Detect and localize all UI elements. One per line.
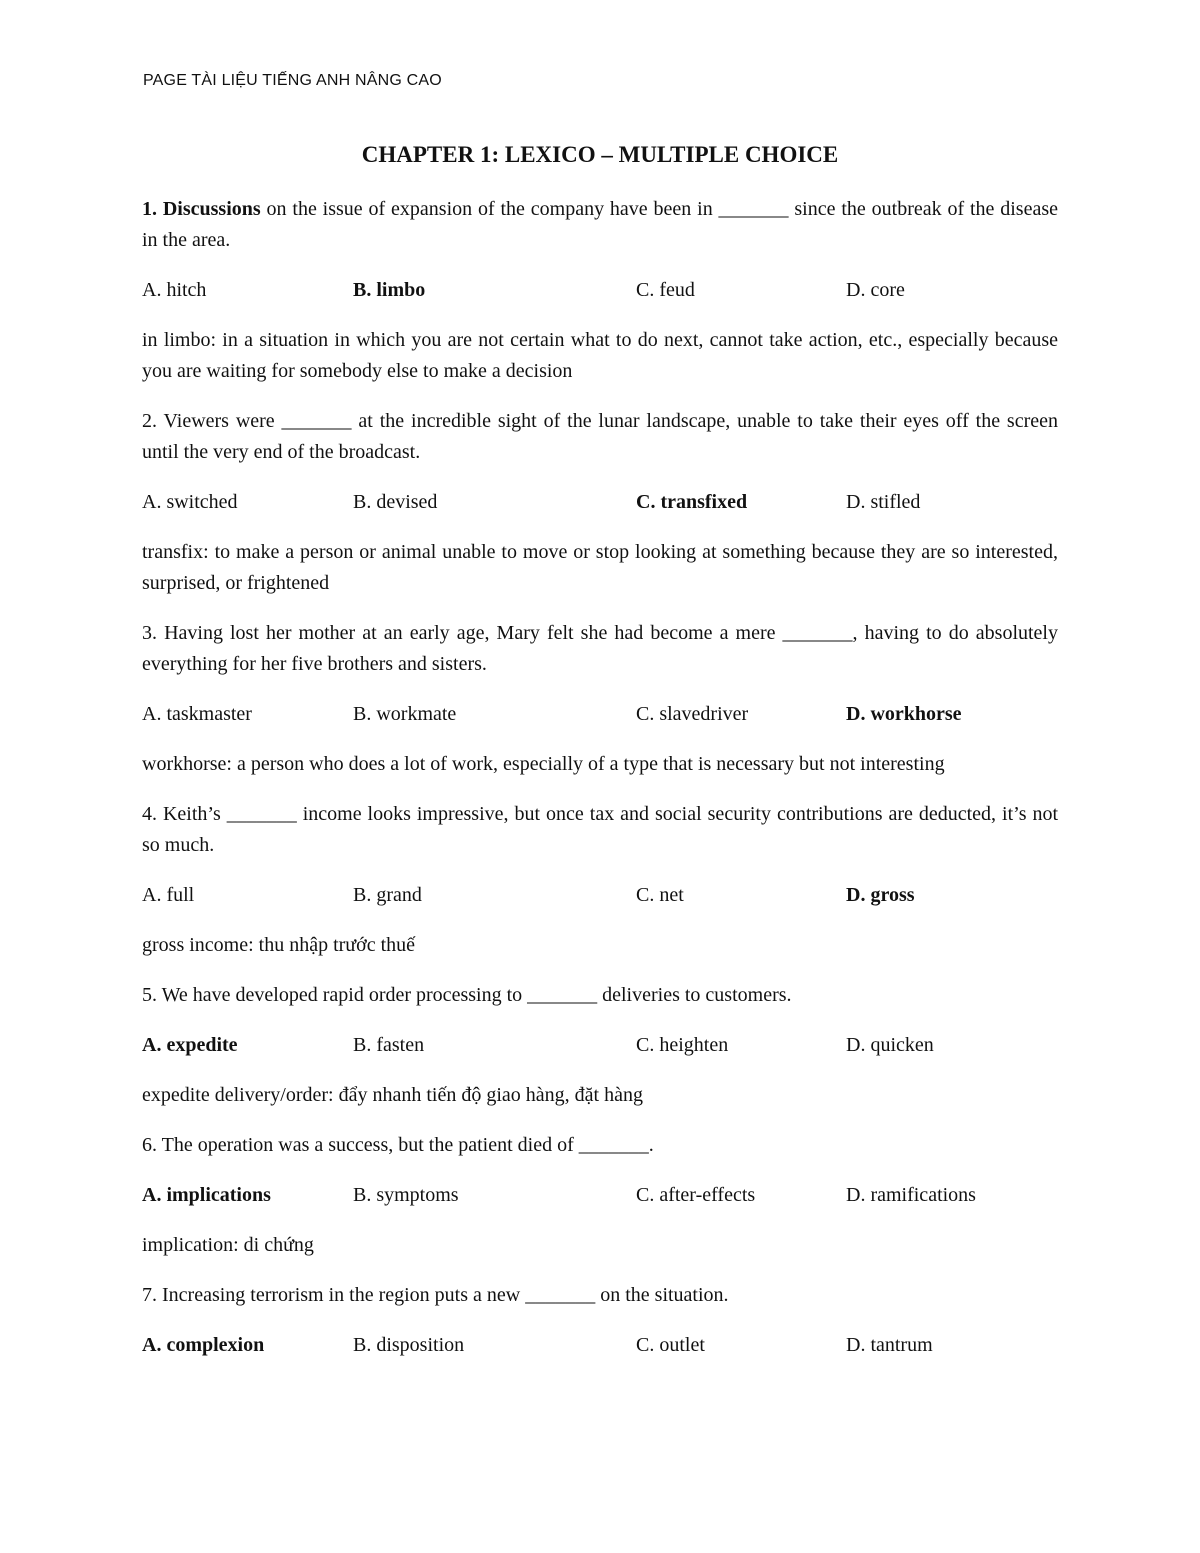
correct-answer-option: D. workhorse (846, 703, 962, 725)
answer-option: B. workmate (353, 703, 457, 725)
question-text (142, 194, 1058, 256)
question-list (142, 194, 1058, 1380)
answer-explanation: gross income: thu nhập trước thuế (142, 934, 416, 956)
answer-explanation: transfix: to make a person or animal unable to move or stop looking at something because they are so interested, surprised, or frightened (142, 541, 1058, 594)
answer-option: C. outlet (636, 1334, 705, 1356)
correct-answer-option: A. complexion (142, 1334, 265, 1356)
answer-options (142, 699, 1058, 730)
question-lead-word: Discussions (162, 198, 261, 220)
answer-option: B. devised (353, 491, 438, 513)
question-body: We have developed rapid order processing to _______ deliveries to customers. (161, 984, 792, 1006)
correct-answer-option: A. expedite (142, 1034, 238, 1056)
question-number: 5. (142, 984, 157, 1006)
question-body: on the issue of expansion of the company have been in _______ since the outbreak of the disease in the area. (142, 198, 1059, 251)
correct-answer-option: A. implications (142, 1184, 271, 1206)
answer-option: C. heighten (636, 1034, 729, 1056)
answer-option: D. quicken (846, 1034, 934, 1056)
answer-options (142, 1030, 1058, 1061)
page-header: PAGE TÀI LIỆU TIẾNG ANH NÂNG CAO (143, 72, 442, 89)
answer-explanation: in limbo: in a situation in which you are not certain what to do next, cannot take action, etc., especially because you are waiting for somebody else to make a decision (142, 329, 1058, 382)
question-body: Increasing terrorism in the region puts a new _______ on the situation. (162, 1284, 729, 1306)
answer-options (142, 275, 1058, 306)
question-text (142, 1280, 1058, 1311)
answer-option: D. stifled (846, 491, 921, 513)
question-body: Viewers were _______ at the incredible sight of the lunar landscape, unable to take their eyes off the screen until the very end of the broadcast. (142, 410, 1059, 463)
answer-option: B. grand (353, 884, 422, 906)
answer-option: A. switched (142, 491, 238, 513)
answer-explanation: expedite delivery/order: đẩy nhanh tiến độ giao hàng, đặt hàng (142, 1084, 643, 1106)
answer-options (142, 1330, 1058, 1361)
answer-option: D. tantrum (846, 1334, 933, 1356)
question-number: 2. (142, 410, 157, 432)
question-number: 4. (142, 803, 157, 825)
correct-answer-option: D. gross (846, 884, 915, 906)
chapter-title: CHAPTER 1: LEXICO – MULTIPLE CHOICE (361, 142, 839, 167)
question-number: 1. (142, 198, 157, 220)
question-text (142, 406, 1058, 468)
answer-option: A. hitch (142, 279, 207, 301)
correct-answer-option: C. transfixed (636, 491, 748, 513)
question-number: 7. (142, 1284, 157, 1306)
answer-option: C. after-effects (636, 1184, 756, 1206)
answer-option: A. taskmaster (142, 703, 252, 725)
answer-option: B. disposition (353, 1334, 465, 1356)
answer-option: B. symptoms (353, 1184, 459, 1206)
answer-explanation: workhorse: a person who does a lot of work, especially of a type that is necessary but not interesting (142, 753, 945, 775)
answer-option: C. feud (636, 279, 695, 301)
question-text (142, 799, 1058, 861)
question-text (142, 980, 1058, 1011)
question-body: Keith’s _______ income looks impressive, but once tax and social security contributions are deducted, it’s not so much. (142, 803, 1059, 856)
answer-options (142, 880, 1058, 911)
answer-option: C. slavedriver (636, 703, 749, 725)
answer-option: C. net (636, 884, 684, 906)
answer-option: D. core (846, 279, 905, 301)
question-text (142, 618, 1058, 680)
question-number: 6. (142, 1134, 157, 1156)
question-body: The operation was a success, but the patient died of _______. (161, 1134, 654, 1156)
answer-options (142, 487, 1058, 518)
answer-option: D. ramifications (846, 1184, 976, 1206)
answer-options (142, 1180, 1058, 1211)
question-body: Having lost her mother at an early age, Mary felt she had become a mere _______, having to do absolutely everything for her five brothers and sisters. (142, 622, 1058, 675)
answer-option: B. fasten (353, 1034, 425, 1056)
answer-option: A. full (142, 884, 195, 906)
question-number: 3. (142, 622, 157, 644)
correct-answer-option: B. limbo (353, 279, 426, 301)
answer-explanation: implication: di chứng (142, 1234, 314, 1256)
question-text (142, 1130, 1058, 1161)
